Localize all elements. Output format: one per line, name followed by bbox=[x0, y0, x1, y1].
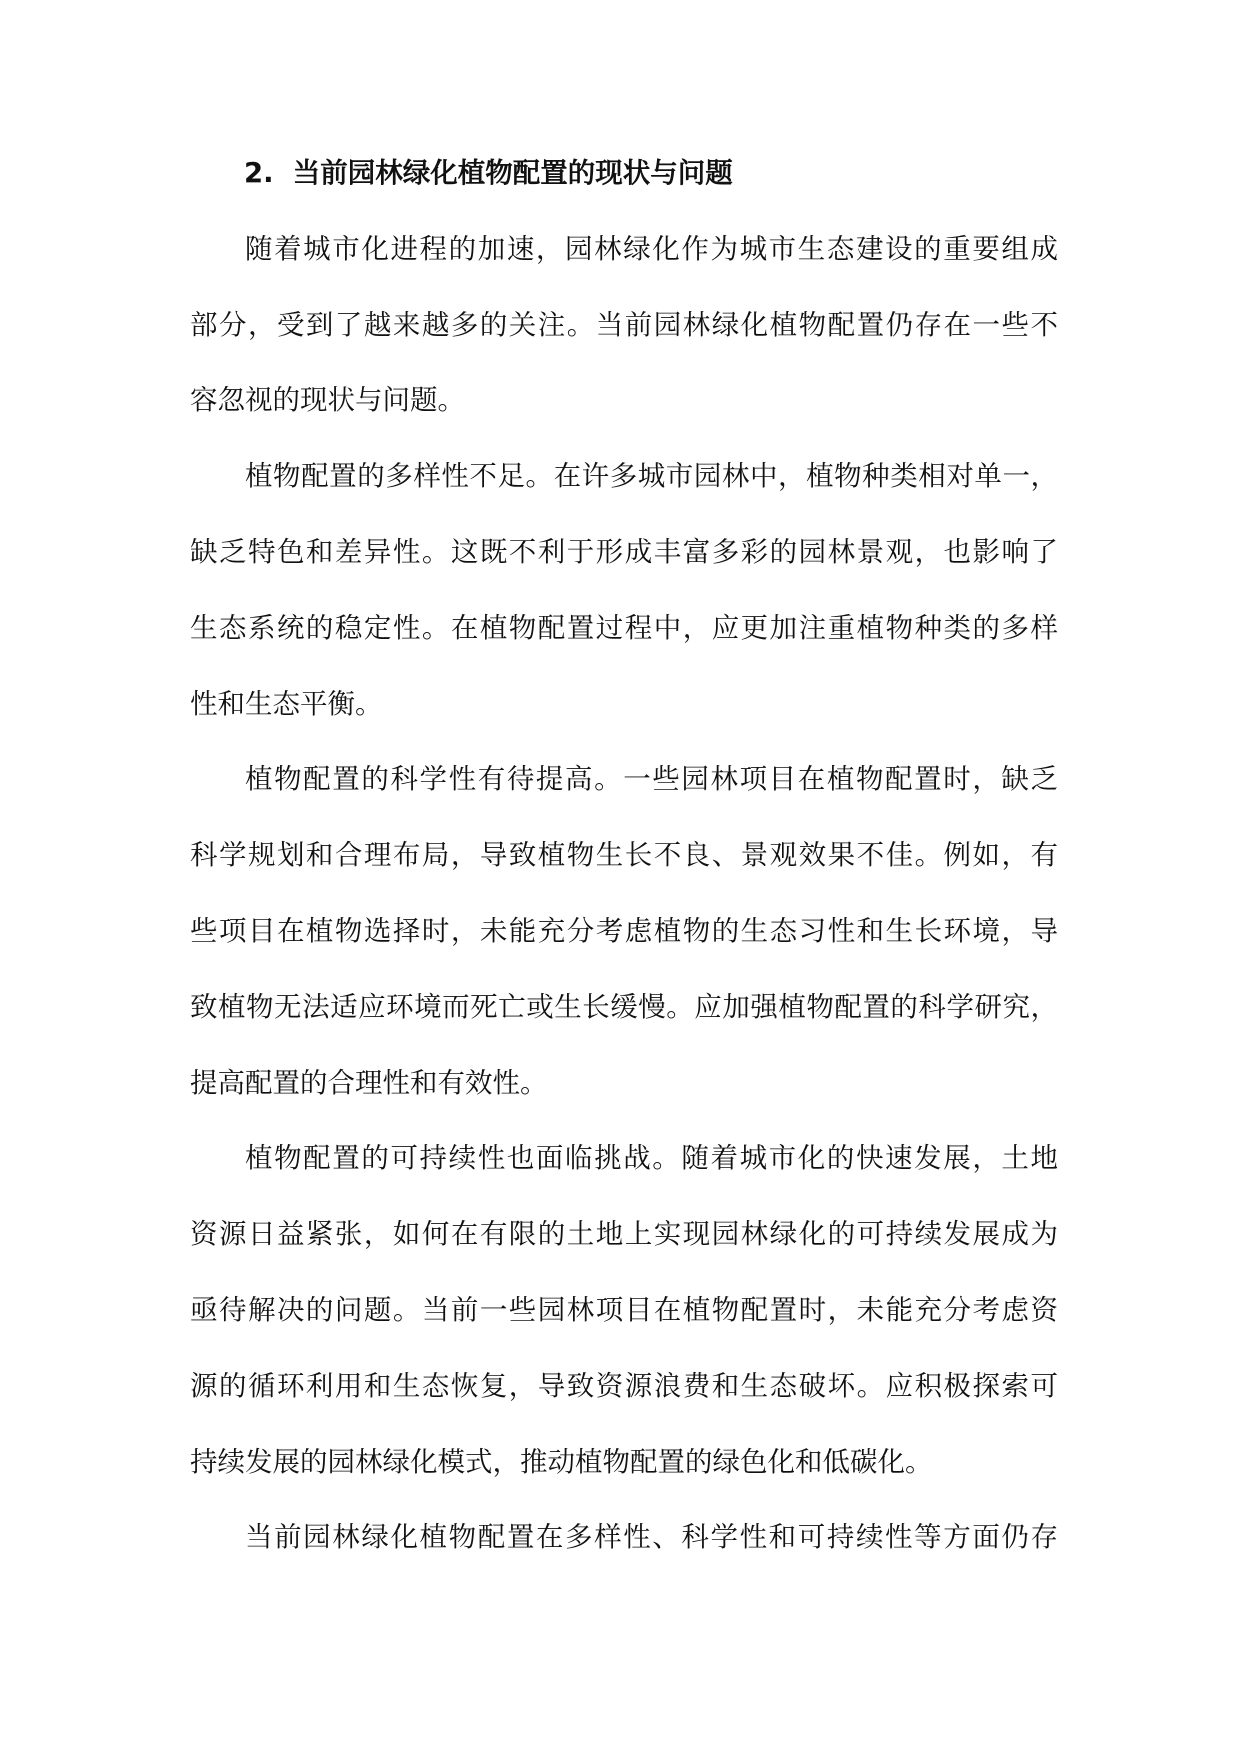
section-heading: 2. 当前园林绿化植物配置的现状与问题 bbox=[244, 157, 733, 189]
paragraph-line: 资源日益紧张，如何在有限的土地上实现园林绿化的可持续发展成为 bbox=[190, 1218, 1058, 1251]
paragraph-scientific bbox=[190, 742, 1058, 1121]
document-body bbox=[190, 136, 1058, 1576]
paragraph-summary bbox=[190, 1500, 1058, 1576]
paragraph-line: 部分，受到了越来越多的关注。当前园林绿化植物配置仍存在一些不 bbox=[190, 308, 1058, 341]
paragraph-line: 随着城市化进程的加速，园林绿化作为城市生态建设的重要组成 bbox=[245, 232, 1058, 265]
paragraph-urbanization-intro bbox=[190, 212, 1058, 439]
paragraph-sustainability bbox=[190, 1121, 1058, 1500]
paragraph-line: 科学规划和合理布局，导致植物生长不良、景观效果不佳。例如，有 bbox=[190, 839, 1058, 872]
paragraph-line: 容忽视的现状与问题。 bbox=[190, 384, 465, 417]
paragraph-line: 亟待解决的问题。当前一些园林项目在植物配置时，未能充分考虑资 bbox=[190, 1293, 1058, 1326]
paragraph-line: 生态系统的稳定性。在植物配置过程中，应更加注重植物种类的多样 bbox=[190, 611, 1058, 644]
paragraph-diversity bbox=[190, 439, 1058, 742]
paragraph-line: 植物配置的可持续性也面临挑战。随着城市化的快速发展，土地 bbox=[245, 1142, 1058, 1175]
paragraph-line: 持续发展的园林绿化模式，推动植物配置的绿色化和低碳化。 bbox=[190, 1445, 933, 1478]
paragraph-line: 缺乏特色和差异性。这既不利于形成丰富多彩的园林景观，也影响了 bbox=[190, 535, 1058, 568]
paragraph-line: 性和生态平衡。 bbox=[190, 687, 383, 720]
paragraph-line: 当前园林绿化植物配置在多样性、科学性和可持续性等方面仍存 bbox=[245, 1521, 1058, 1554]
paragraph-line: 提高配置的合理性和有效性。 bbox=[190, 1066, 548, 1099]
paragraph-line: 致植物无法适应环境而死亡或生长缓慢。应加强植物配置的科学研究， bbox=[190, 990, 1058, 1023]
paragraph-line: 源的循环利用和生态恢复，导致资源浪费和生态破坏。应积极探索可 bbox=[190, 1369, 1058, 1402]
paragraph-line: 些项目在植物选择时，未能充分考虑植物的生态习性和生长环境，导 bbox=[190, 914, 1058, 947]
paragraph-line: 植物配置的多样性不足。在许多城市园林中，植物种类相对单一， bbox=[245, 460, 1058, 493]
paragraph-line: 植物配置的科学性有待提高。一些园林项目在植物配置时，缺乏 bbox=[245, 763, 1058, 796]
